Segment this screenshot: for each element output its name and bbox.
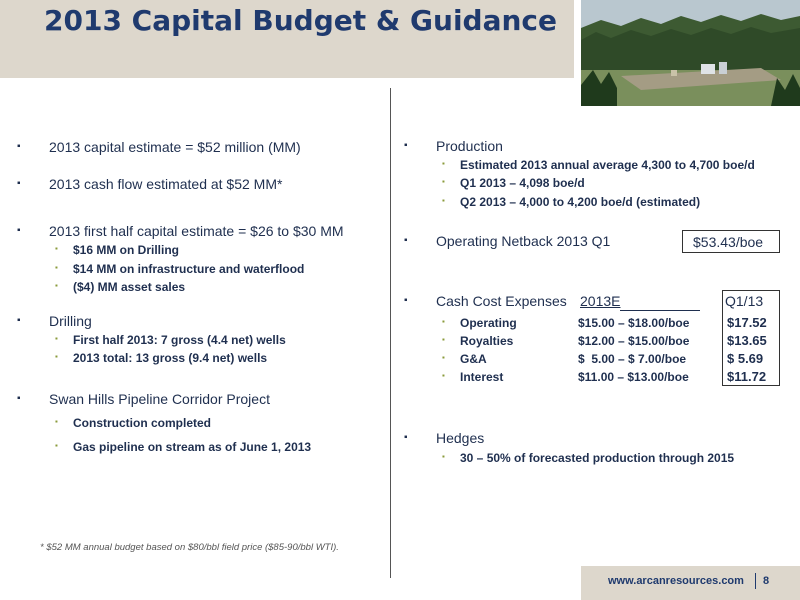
cash-row-name: ▪ Interest [460, 370, 503, 384]
cash-row-name: ▪ G&A [460, 352, 487, 366]
sub-bullet-q2-production: ▪ Q2 2013 – 4,000 to 4,200 boe/d (estimated) [460, 195, 700, 209]
bullet-operating-netback: ▪ Operating Netback 2013 Q1 [436, 233, 610, 249]
page-title: 2013 Capital Budget & Guidance [44, 4, 558, 37]
sub-bullet-q1-production: ▪ Q1 2013 – 4,098 boe/d [460, 176, 585, 190]
sub-bullet-gas-pipeline: ▪ Gas pipeline on stream as of June 1, 2013 [73, 440, 311, 454]
cash-row-name: ▪ Royalties [460, 334, 513, 348]
footnote: * $52 MM annual budget based on $80/bbl field price ($85-90/bbl WTI). [40, 542, 339, 553]
footer-separator [755, 573, 756, 589]
bullet-first-half-capital: ▪ 2013 first half capital estimate = $26 to $30 MM [49, 223, 344, 239]
sub-bullet-first-half-wells: ▪ First half 2013: 7 gross (4.4 net) wells [73, 333, 286, 347]
forest-photo [581, 0, 800, 106]
bullet-capital-estimate: ▪ 2013 capital estimate = $52 million (MM) [49, 139, 301, 155]
cash-row-q1: $17.52 [727, 315, 767, 330]
column-divider [390, 88, 391, 578]
sub-bullet-total-wells: ▪ 2013 total: 13 gross (9.4 net) wells [73, 351, 267, 365]
cash-row-range: $12.00 – $15.00/boe [578, 334, 690, 348]
column-header-q1-13: Q1/13 [725, 293, 764, 309]
sub-bullet-drilling-spend: ▪ $16 MM on Drilling [73, 243, 179, 257]
bullet-cash-cost-expenses: ▪ Cash Cost Expenses [436, 293, 567, 309]
cash-row-q1: $11.72 [727, 369, 767, 384]
page-number: 8 [763, 575, 770, 587]
bullet-cash-flow: ▪ 2013 cash flow estimated at $52 MM* [49, 176, 282, 192]
sub-bullet-asset-sales: ▪ ($4) MM asset sales [73, 280, 185, 294]
bullet-pipeline-project: ▪ Swan Hills Pipeline Corridor Project [49, 391, 270, 407]
cash-row-range: $11.00 – $13.00/boe [578, 370, 689, 384]
website-link[interactable]: www.arcanresources.com [608, 575, 744, 587]
bullet-production: ▪ Production [436, 138, 503, 154]
sub-bullet-hedges: ▪ 30 – 50% of forecasted production through 2015 [460, 451, 734, 465]
bullet-hedges: ▪ Hedges [436, 430, 484, 446]
netback-value: $53.43/boe [693, 234, 764, 250]
cash-row-q1: $13.65 [727, 333, 767, 348]
bullet-drilling: ▪ Drilling [49, 313, 92, 329]
cash-row-range: $15.00 – $18.00/boe [578, 316, 690, 330]
sub-bullet-construction: ▪ Construction completed [73, 416, 211, 430]
header-underline [620, 310, 700, 311]
sub-bullet-infrastructure-spend: ▪ $14 MM on infrastructure and waterflood [73, 262, 304, 276]
cash-row-range: $ 5.00 – $ 7.00/boe [578, 352, 687, 366]
column-header-2013e: 2013E [580, 293, 621, 309]
cash-row-q1: $ 5.69 [727, 351, 764, 366]
cash-row-name: ▪ Operating [460, 316, 517, 330]
sub-bullet-annual-average: ▪ Estimated 2013 annual average 4,300 to 4,700 boe/d [460, 158, 755, 172]
